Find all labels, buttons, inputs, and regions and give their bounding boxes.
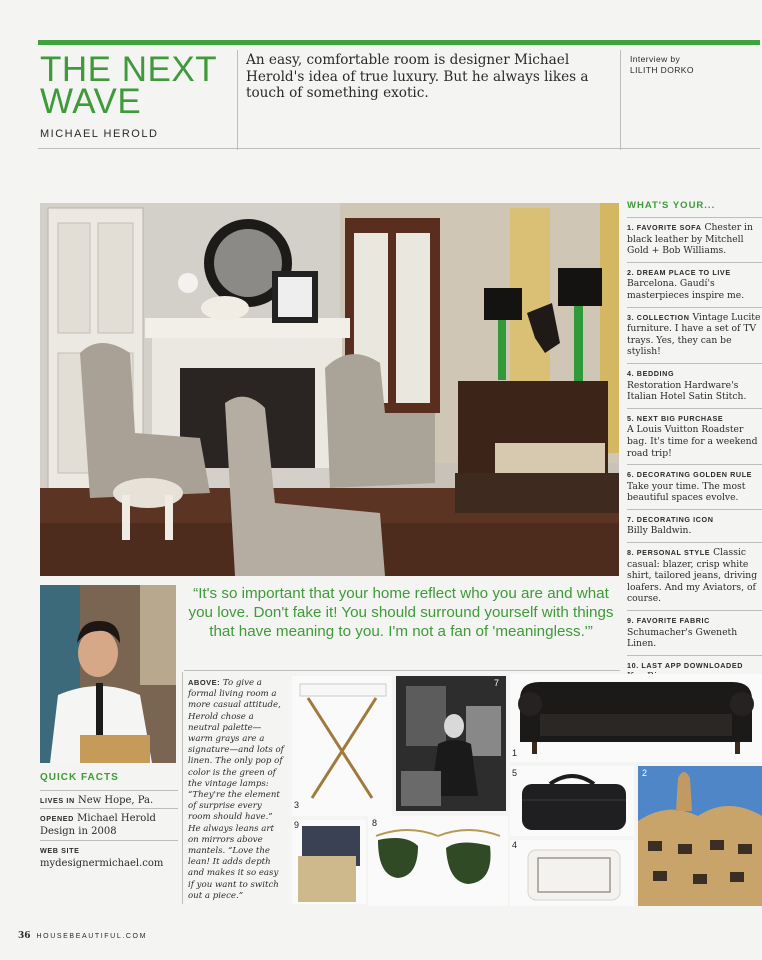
sidebar-item-label: 7. DECORATING ICON xyxy=(627,514,714,524)
sidebar-item-text: A Louis Vuitton Roadster bag. It's time for a weekend road trip! xyxy=(627,424,758,459)
fact-value: Michael Herold Design in 2008 xyxy=(40,813,156,837)
photo-caption xyxy=(188,677,286,902)
product-number: 8 xyxy=(372,818,378,828)
product-aviators xyxy=(368,816,508,906)
sidebar-item xyxy=(627,218,762,263)
sidebar-item-label: 1. FAVORITE SOFA xyxy=(627,223,702,232)
quick-facts-title: QUICK FACTS xyxy=(40,772,119,783)
quote-rule xyxy=(184,670,620,671)
divider xyxy=(620,50,621,150)
magazine-url: HOUSEBEAUTIFUL.COM xyxy=(36,933,148,940)
sidebar-item xyxy=(627,263,762,308)
sidebar-item-label: 5. NEXT BIG PURCHASE xyxy=(627,413,724,423)
fact-label: LIVES IN xyxy=(40,796,75,805)
sidebar-item-text: Schumacher's Gweneth Linen. xyxy=(627,626,738,650)
sidebar-item xyxy=(627,510,762,543)
product-number: 3 xyxy=(294,800,300,810)
caption-lead: ABOVE: xyxy=(188,678,221,687)
sidebar-item-label: 6. DECORATING GOLDEN RULE xyxy=(627,470,753,480)
sidebar-item-label: 10. LAST APP DOWNLOADED xyxy=(627,660,744,670)
caption-text: To give a formal living room a more casual attitude, Herold chose a neutral palette—warm grays are a signature—and lots of linen. The only pop of color is the green of the vintage lamps: “They're the element of surprise every room should have.” He always leans art on mirrors above mantels. “Love the lean! It adds depth and makes it so easy if you want to switch out a piece.” xyxy=(188,678,284,901)
product-fabric xyxy=(292,820,366,904)
sidebar-item-text: Billy Baldwin. xyxy=(627,525,692,537)
title-line-2: WAVE xyxy=(40,82,142,121)
sidebar-item-text: Take your time. The most beautiful spaces evolve. xyxy=(627,480,746,504)
sidebar-item-label: 3. COLLECTION xyxy=(627,312,690,322)
quick-fact-website xyxy=(40,840,178,870)
product-bag xyxy=(510,766,634,836)
quick-fact-lives xyxy=(40,790,178,808)
sidebar-title: WHAT'S YOUR... xyxy=(627,198,762,218)
fact-label: WEB SITE xyxy=(40,846,80,855)
sidebar-item xyxy=(627,611,762,656)
page-number: 36 xyxy=(18,931,31,941)
product-number: 7 xyxy=(494,678,500,688)
sidebar-item xyxy=(627,409,762,465)
sidebar-item xyxy=(627,364,762,409)
product-icon-photo xyxy=(396,676,506,811)
product-number: 4 xyxy=(512,840,518,850)
interview-label: Interview by xyxy=(630,54,681,64)
product-tray-table xyxy=(292,676,392,816)
living-room-photo xyxy=(40,203,619,576)
product-number: 2 xyxy=(642,768,648,778)
title-line-1: THE NEXT xyxy=(40,50,218,89)
designer-name: MICHAEL HEROLD xyxy=(40,128,159,140)
fact-value: New Hope, Pa. xyxy=(77,795,154,806)
divider xyxy=(237,50,238,150)
page-footer xyxy=(18,931,147,941)
sidebar-item-text: Restoration Hardware's Italian Hotel Satin Stitch. xyxy=(627,379,747,403)
product-number: 5 xyxy=(512,768,518,778)
top-accent-bar xyxy=(38,40,760,45)
page-title xyxy=(40,50,240,121)
sidebar-item-text: Classic casual: blazer, crisp white shirt, tailored jeans, driving loafers. And my Aviators, of course. xyxy=(627,547,758,605)
quick-fact-opened xyxy=(40,808,178,838)
whats-your-sidebar xyxy=(627,198,762,688)
deck-text: An easy, comfortable room is designer Michael Herold's idea of true luxury. But he always likes a touch of something exotic. xyxy=(246,52,589,101)
product-sofa xyxy=(510,674,762,762)
header-rule xyxy=(38,148,760,149)
divider xyxy=(182,672,183,904)
pull-quote: “It's so important that your home reflect who you are and what you love. Don't fake it! You should surround yourself with things that have meaning to you. I'm not a fan of 'meaningless.'” xyxy=(188,585,614,640)
interview-credit xyxy=(630,54,694,76)
product-gaudi-building xyxy=(638,766,762,906)
product-number: 9 xyxy=(294,820,300,830)
sidebar-item-label: 2. DREAM PLACE TO LIVE xyxy=(627,267,731,277)
fact-value: mydesignermichael.com xyxy=(40,857,164,869)
fact-label: OPENED xyxy=(40,814,74,823)
sidebar-item-text: Barcelona. Gaudí's masterpieces inspire me. xyxy=(627,278,745,301)
product-bedding xyxy=(510,840,634,906)
designer-portrait xyxy=(40,585,176,763)
sidebar-item xyxy=(627,308,762,364)
sidebar-item xyxy=(627,543,762,611)
sidebar-item-label: 9. FAVORITE FABRIC xyxy=(627,616,710,626)
product-number: 1 xyxy=(512,748,518,758)
sidebar-item-text: Vintage Lucite furniture. I have a set of TV trays. Yes, they can be stylish! xyxy=(627,311,761,358)
sidebar-item-label: 8. PERSONAL STYLE xyxy=(627,548,711,558)
sidebar-item xyxy=(627,465,762,510)
interviewer-name: LILITH DORKO xyxy=(630,65,694,75)
sidebar-item-label: 4. BEDDING xyxy=(627,368,675,378)
sidebar-item-text: Chester in black leather by Mitchell Gold + Bob Williams. xyxy=(627,222,753,257)
